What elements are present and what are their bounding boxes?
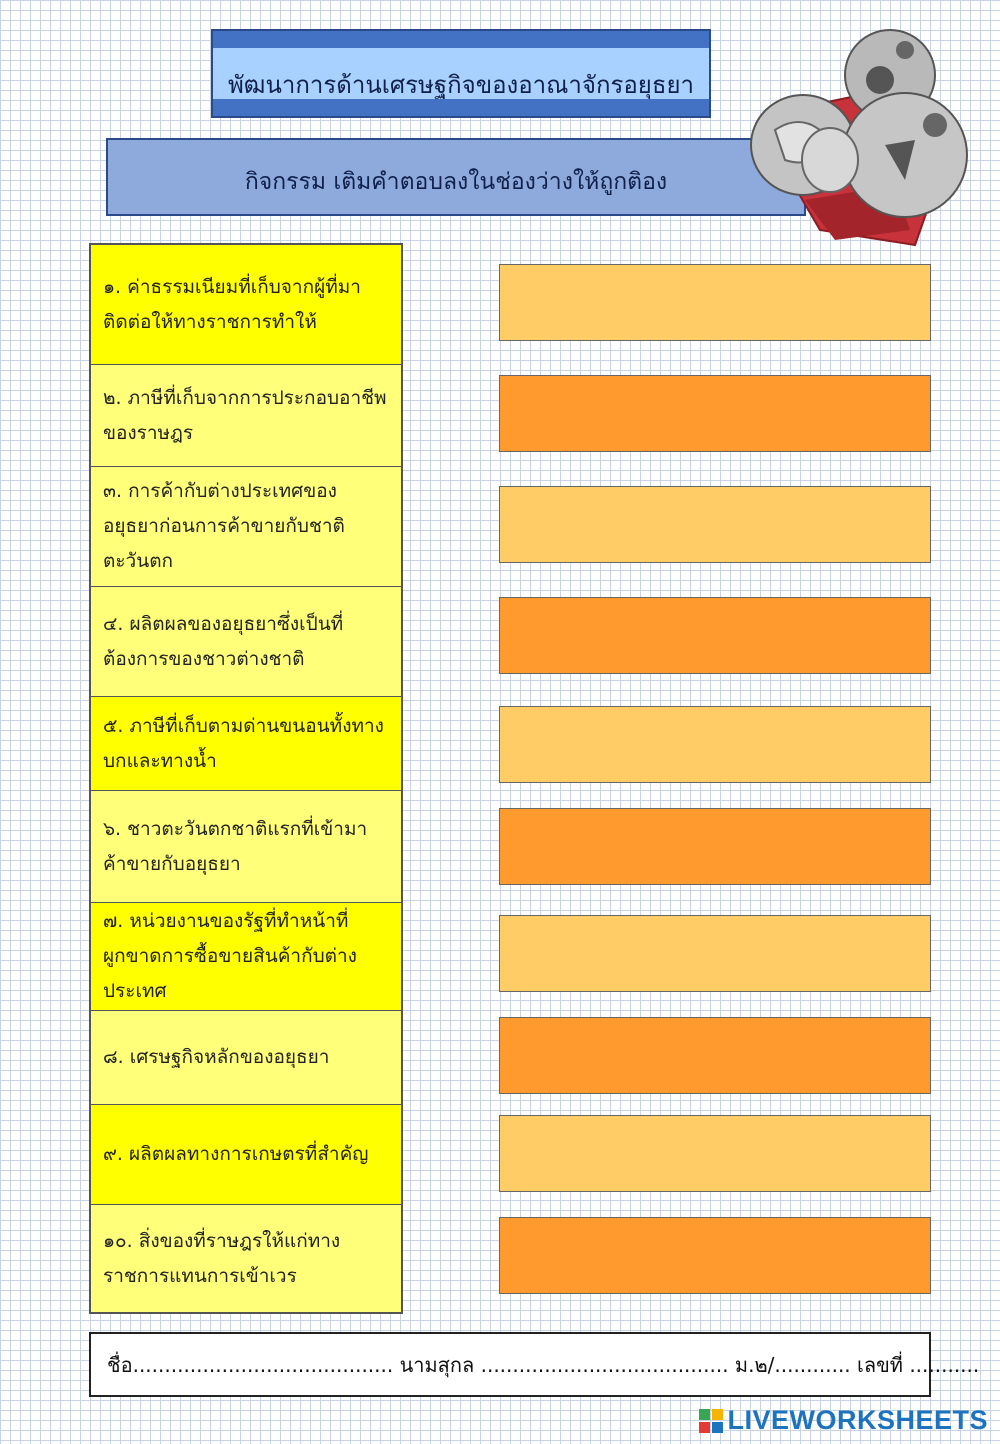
question-1: ๑. ค่าธรรมเนียมที่เก็บจากผู้ที่มาติดต่อให้ทางราชการทำให้ bbox=[91, 245, 401, 365]
answer-box-1[interactable] bbox=[499, 264, 931, 341]
answer-box-4[interactable] bbox=[499, 597, 931, 674]
questions-column bbox=[89, 243, 403, 1314]
answer-box-9[interactable] bbox=[499, 1115, 931, 1192]
title-bar-top bbox=[213, 31, 709, 48]
question-6: ๖. ชาวตะวันตกชาติแรกที่เข้ามาค้าขายกับอยุธยา bbox=[91, 791, 401, 903]
question-10: ๑๐. สิ่งของที่ราษฎรให้แก่ทางราชการแทนการเข้าเวร bbox=[91, 1205, 401, 1312]
title-banner bbox=[211, 29, 711, 118]
activity-instruction: กิจกรรม เติมคำตอบลงในช่องว่างให้ถูกติอง bbox=[244, 169, 668, 195]
question-2: ๒. ภาษีที่เก็บจากการประกอบอาชีพของราษฎร bbox=[91, 365, 401, 467]
coins-illustration bbox=[745, 20, 975, 250]
answer-box-2[interactable] bbox=[499, 375, 931, 452]
question-3: ๓. การค้ากับต่างประเทศของอยุธยาก่อนการค้าขายกับชาติตะวันตก bbox=[91, 467, 401, 587]
activity-banner bbox=[106, 138, 806, 216]
answer-box-10[interactable] bbox=[499, 1217, 931, 1294]
answer-box-8[interactable] bbox=[499, 1017, 931, 1094]
question-4: ๔. ผลิตผลของอยุธยาซึ่งเป็นที่ต้องการของชาวต่างชาติ bbox=[91, 587, 401, 697]
question-9: ๙. ผลิตผลทางการเกษตรที่สำคัญ bbox=[91, 1105, 401, 1205]
title-bar-bottom bbox=[213, 99, 709, 116]
page-title: พัฒนาการด้านเศรษฐกิจของอาณาจักรอยุธยา bbox=[227, 71, 695, 99]
question-8: ๘. เศรษฐกิจหลักของอยุธยา bbox=[91, 1011, 401, 1105]
student-info-box bbox=[89, 1332, 980, 1397]
brand-name: LIVEWORKSHEETS bbox=[727, 1405, 988, 1435]
answer-box-5[interactable] bbox=[499, 706, 931, 783]
answer-box-3[interactable] bbox=[499, 486, 931, 563]
question-7: ๗. หน่วยงานของรัฐที่ทำหน้าที่ผูกขาดการซื้อขายสินค้ากับต่างประเทศ bbox=[91, 903, 401, 1011]
question-5: ๕. ภาษีที่เก็บตามด่านขนอนทั้งทางบกและทางน้ำ bbox=[91, 697, 401, 791]
answer-box-6[interactable] bbox=[499, 808, 931, 885]
answer-box-7[interactable] bbox=[499, 915, 931, 992]
brand bbox=[699, 1405, 988, 1436]
liveworksheets-logo-icon bbox=[699, 1409, 723, 1433]
student-info-line: ชื่อ......................................... นามสุกล ....................................... ม.๒/............ เลขที่ ........... bbox=[107, 1352, 980, 1377]
